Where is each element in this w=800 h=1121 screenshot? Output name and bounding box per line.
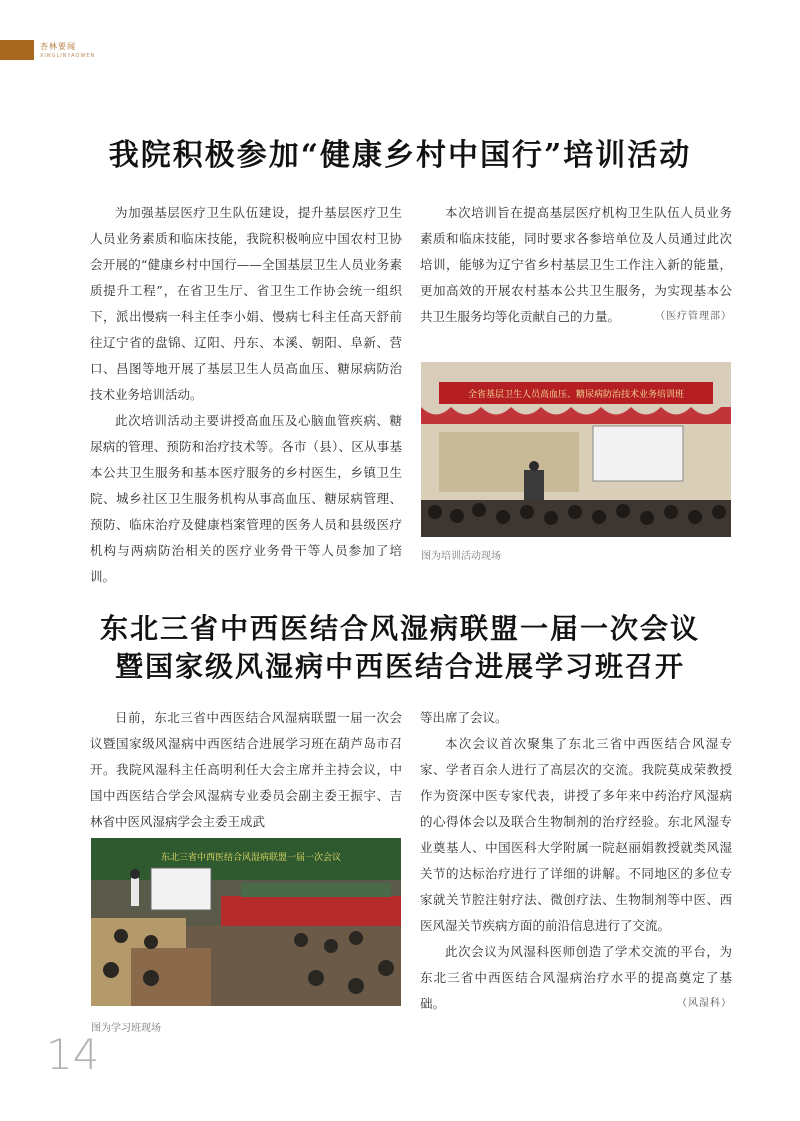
article2-paragraph-1: 日前，东北三省中西医结合风湿病联盟一届一次会议暨国家级风湿病中西医结合进展学习班在葫芦岛市召开。我院风湿科主任高明利任大会主席并主持会议，中国中西医结合学会风湿病专业委员会副主委王振宇、吉林省中医风湿病学会主委王成武 <box>90 710 402 829</box>
article2-col-right <box>420 705 732 1017</box>
article1-col-left <box>90 200 402 590</box>
article1-signature: （医疗管理部） <box>655 311 732 322</box>
conference-photo-caption: 图为学习班现场 <box>91 1023 161 1034</box>
conference-banner-text: 东北三省中西医结合风湿病联盟一届一次会议 <box>160 853 342 863</box>
article2-title <box>0 610 800 686</box>
section-title: 杏林要闻 <box>40 42 76 51</box>
article1-title: 我院积极参加“健康乡村中国行”培训活动 <box>108 138 692 173</box>
section-pinyin: XINGLINYAOWEN <box>40 53 96 59</box>
header-color-block <box>0 40 34 60</box>
article2-col-left <box>90 705 402 835</box>
training-banner-text: 全省基层卫生人员高血压、糖尿病防治技术业务培训班 <box>467 390 685 400</box>
article2-paragraph-1-continued: 等出席了会议。 <box>420 710 508 725</box>
article2-title-line2: 暨国家级风湿病中西医结合进展学习班召开 <box>114 650 685 683</box>
article1-paragraph-1: 为加强基层医疗卫生队伍建设，提升基层医疗卫生人员业务素质和临床技能，我院积极响应中国农村卫协会开展的“健康乡村中国行——全国基层卫生人员业务素质提升工程”，在省卫生厅、省卫生工作协会统一组织下，派出慢病一科主任李小娟、慢病七科主任高天舒前往辽宁省的盘锦、辽阳、丹东、本溪、朝阳、阜新、营口、昌图等地开展了基层卫生人员高血压、糖尿病防治技术业务培训活动。 <box>90 205 402 402</box>
article2-title-line1: 东北三省中西医结合风湿病联盟一届一次会议 <box>99 612 700 645</box>
article1-paragraph-3-text: 本次培训旨在提高基层医疗机构卫生队伍人员业务素质和临床技能，同时要求各参培单位及人员通过此次培训，能够为辽宁省乡村基层卫生工作注入新的能量，更加高效的开展农村基本公共卫生服务，为实现基本公共卫生服务均等化贡献自己的力量。 <box>420 205 732 324</box>
training-photo-caption: 图为培训活动现场 <box>421 551 501 562</box>
article2-signature: （风湿科） <box>677 998 732 1009</box>
conference-photo <box>91 838 401 1006</box>
page-number: 14 <box>46 1030 100 1079</box>
article1-col-right <box>420 200 732 330</box>
article2-paragraph-3 <box>420 939 732 1017</box>
article2-paragraph-2: 本次会议首次聚集了东北三省中西医结合风湿专家、学者百余人进行了高层次的交流。我院莫成荣教授作为资深中医专家代表，讲授了多年来中药治疗风湿病的心得体会以及联合生物制剂的治疗经验。东北风湿专业奠基人、中国医科大学附属一院赵丽娟教授就类风湿关节的达标治疗进行了详细的讲解。不同地区的多位专家就关节腔注射疗法、微创疗法、生物制剂等中医、西医风湿关节疾病方面的前沿信息进行了交流。 <box>420 736 732 933</box>
training-photo <box>421 362 731 537</box>
article2-paragraph-3-text: 此次会议为风湿科医师创造了学术交流的平台，为东北三省中西医结合风湿病治疗水平的提高奠定了基础。 <box>420 944 732 1011</box>
article1-paragraph-3 <box>420 200 732 330</box>
article1-paragraph-2: 此次培训活动主要讲授高血压及心脑血管疾病、糖尿病的管理、预防和治疗技术等。各市（县）、区从事基本公共卫生服务和基本医疗服务的乡村医生，乡镇卫生院、城乡社区卫生服务机构从事高血压、糖尿病管理、预防、临床治疗及健康档案管理的医务人员和县级医疗机构与两病防治相关的医疗业务骨干等人员参加了培训。 <box>90 413 402 584</box>
